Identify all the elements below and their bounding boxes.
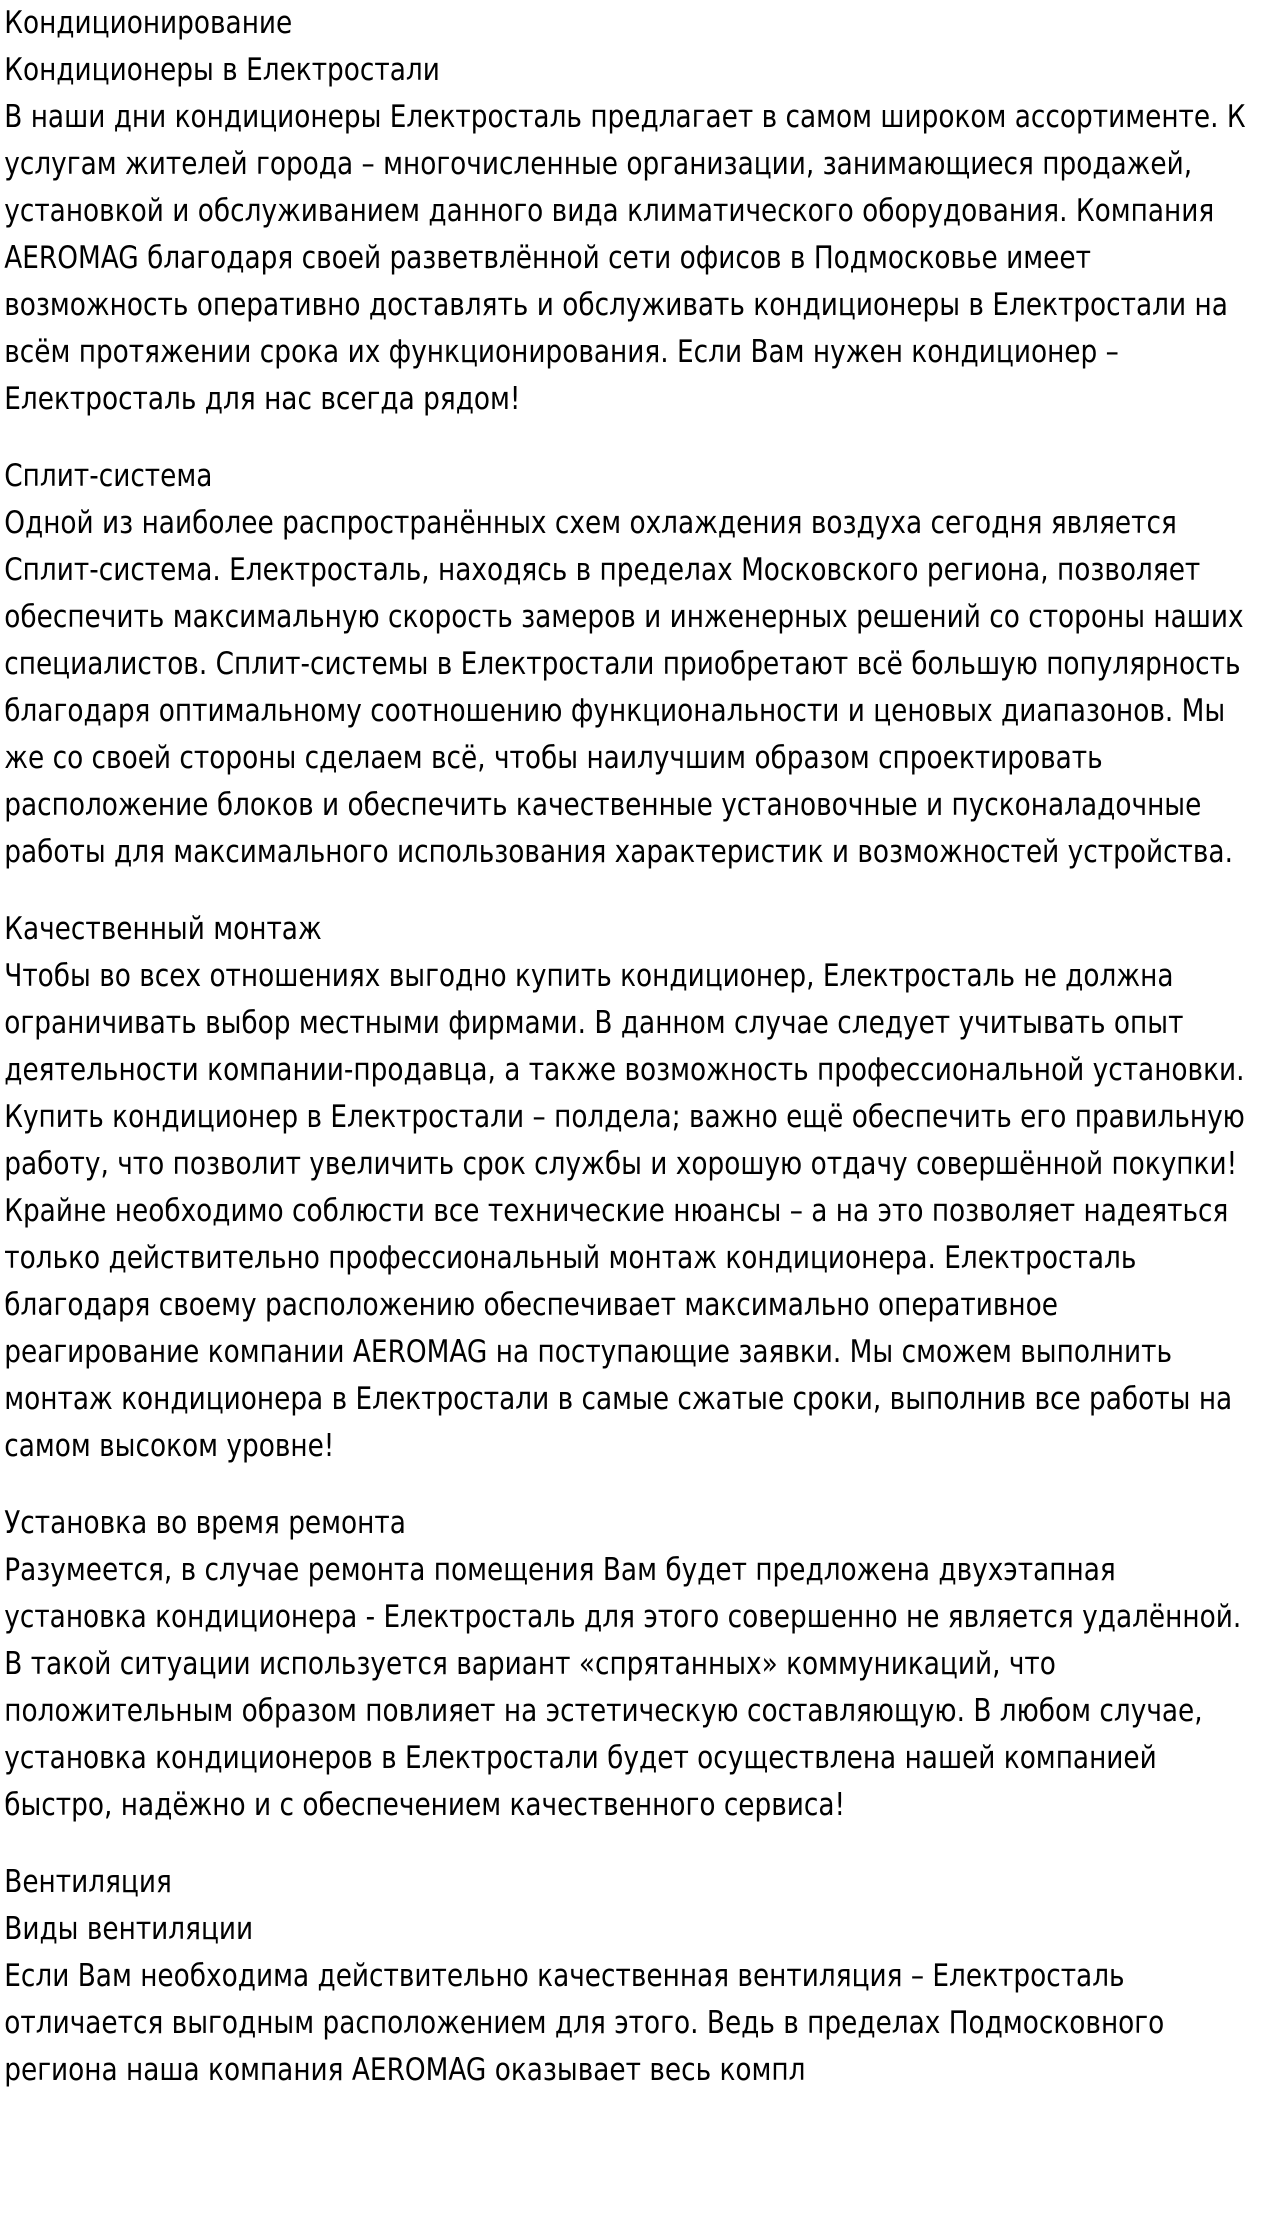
block-paragraph: Одной из наиболее распространённых схем охлаждения воздуха сегодня является Сплит-система. Електросталь, находясь в пределах Московского региона, позволяет обеспечить максимальную скорость замеров и инженерных решений со стороны наших специалистов. Сплит-системы в Електростали приобретают всё большую популярность благодаря оптимальному соотношению функциональности и ценовых диапазонов. Мы же со своей стороны сделаем всё, чтобы наилучшим образом спроектировать расположение блоков и обеспечить качественные установочные и пусконаладочные работы для максимального использования характеристик и возможностей устройства. xyxy=(4,505,1244,870)
block-paragraph: Если Вам необходима действительно качественная вентиляция – Електросталь отличается выгодным расположением для этого. Ведь в пределах Подмосковного региона наша компания AEROMAG оказывает весь компл xyxy=(4,1958,1165,2088)
block-heading: Кондиционеры в Електростали xyxy=(4,52,440,88)
content-block xyxy=(4,453,1261,876)
block-paragraph: Чтобы во всех отношениях выгодно купить кондиционер, Електросталь не должна ограничивать выбор местными фирмами. В данном случае следует учитывать опыт деятельности компании-продавца, а также возможность профессиональной установки. Купить кондиционер в Електростали – полдела; важно ещё обеспечить его правильную работу, что позволит увеличить срок службы и хорошую отдачу совершённой покупки! Крайне необходимо соблюсти все технические нюансы – а на это позволяет надеяться только действительно профессиональный монтаж кондиционера. Електросталь благодаря своему расположению обеспечивает максимально оперативное реагирование компании AEROMAG на поступающие заявки. Мы сможем выполнить монтаж кондиционера в Електростали в самые сжатые сроки, выполнив все работы на самом высоком уровне! xyxy=(4,958,1245,1464)
section-title-conditioning: Кондиционирование xyxy=(4,5,293,41)
block-heading: Качественный монтаж xyxy=(4,911,322,947)
block-heading: Сплит-система xyxy=(4,458,213,494)
block-paragraph: В наши дни кондиционеры Електросталь предлагает в самом широком ассортименте. К услугам жителей города – многочисленные организации, занимающиеся продажей, установкой и обслуживанием данного вида климатического оборудования. Компания AEROMAG благодаря своей разветвлённой сети офисов в Подмосковье имеет возможность оперативно доставлять и обслуживать кондиционеры в Електростали на всём протяжении срока их функционирования. Если Вам нужен кондиционер – Електросталь для нас всегда рядом! xyxy=(4,99,1246,417)
block-heading: Виды вентиляции xyxy=(4,1911,254,1947)
content-block xyxy=(4,1906,1261,2094)
section-title-ventilation: Вентиляция xyxy=(4,1864,172,1900)
content-block xyxy=(4,47,1261,423)
content-block xyxy=(4,906,1261,1470)
block-paragraph: Разумеется, в случае ремонта помещения Вам будет предложена двухэтапная установка кондиционера - Електросталь для этого совершенно не является удалённой. В такой ситуации используется вариант «спрятанных» коммуникаций, что положительным образом повлияет на эстетическую составляющую. В любом случае, установка кондиционеров в Електростали будет осуществлена нашей компанией быстро, надёжно и с обеспечением качественного сервиса! xyxy=(4,1552,1242,1823)
block-heading: Установка во время ремонта xyxy=(4,1505,406,1541)
content-block xyxy=(4,1500,1261,1829)
